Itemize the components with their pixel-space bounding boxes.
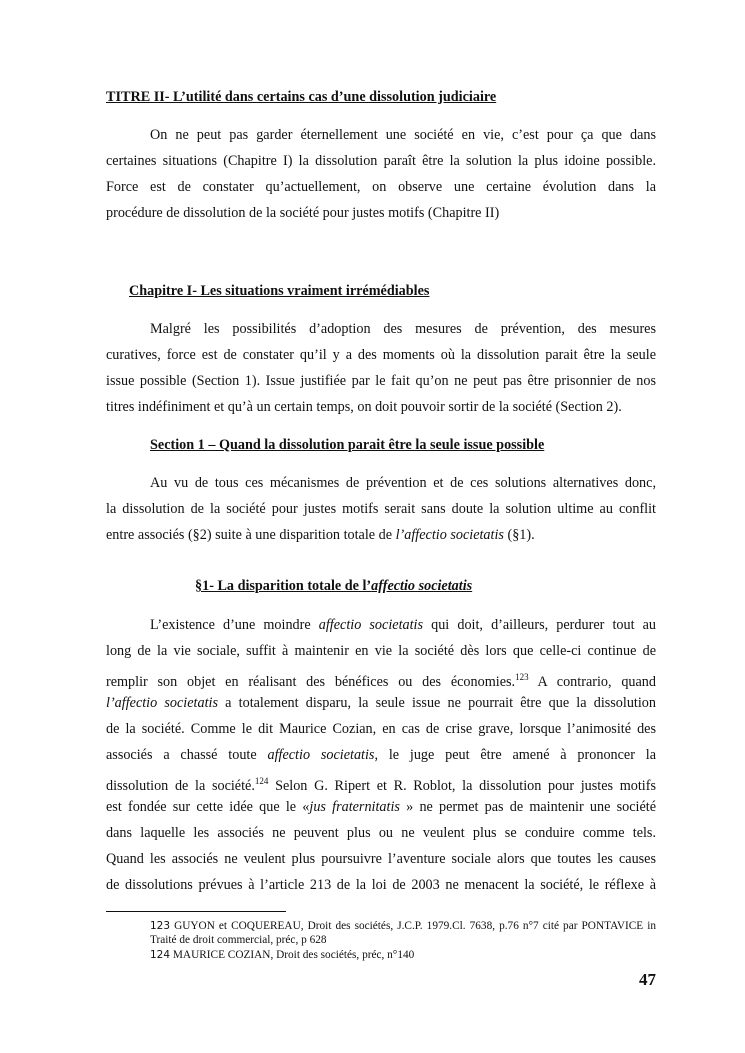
section-heading: Section 1 – Quand la dissolution parait être la seule issue possible <box>150 437 545 453</box>
footnote-text: MAURICE COZIAN, Droit des sociétés, préc, n°140 <box>170 949 415 961</box>
chapitre-line-4: titres indéfiniment et qu’à un certain temps, on doit pouvoir sortir de la société (Section 2). <box>106 399 622 415</box>
body-line-6: associés a chassé toute affectio societatis, le juge peut être amené à prononcer la <box>106 747 657 763</box>
paragraphe-heading: §1- La disparition totale de l’affectio societatis <box>195 578 473 594</box>
intro-paragraph <box>106 122 656 226</box>
footnote-number: 123 <box>150 920 171 932</box>
body-paragraph <box>106 612 656 898</box>
intro-line-2: certaines situations (Chapitre I) la dissolution paraît être la solution la plus idoine possible. <box>106 153 656 169</box>
section-line-3: entre associés (§2) suite à une disparition totale de l’affectio societatis (§1). <box>106 527 535 543</box>
section-line-2: la dissolution de la société pour justes motifs serait sans doute la solution ultime au conflit <box>106 501 656 517</box>
footnote-text: GUYON et COQUEREAU, Droit des sociétés, J.C.P. 1979.Cl. 7638, p.76 n°7 cité par PONTAVICE in Traité de droit commercial, préc, p 628 <box>150 920 656 946</box>
intro-line-3: Force est de constater qu’actuellement, on observe une certaine évolution dans la <box>106 179 656 195</box>
footnote-separator <box>106 911 286 912</box>
body-line-2: long de la vie sociale, suffit à maintenir en vie la société dès lors que celle-ci continue de <box>106 643 656 659</box>
intro-line-1: On ne peut pas garder éternellement une société en vie, c’est pour ça que dans <box>150 127 656 143</box>
footnote-123 <box>150 919 656 947</box>
body-line-3: remplir son objet en réalisant des bénéfices ou des économies.$^{123}$ A contrario, quand <box>106 672 656 690</box>
chapitre-line-1: Malgré les possibilités d’adoption des mesures de prévention, des mesures <box>150 321 656 337</box>
body-line-10: Quand les associés ne veulent plus poursuivre l’aventure sociale alors que toutes les causes <box>106 851 656 867</box>
footnote-ref-124[interactable]: 124 <box>254 776 269 786</box>
body-line-7: dissolution de la société.$^{124}$ Selon G. Ripert et R. Roblot, la dissolution pour justes motifs <box>106 776 656 794</box>
body-line-11: de dissolutions prévues à l’article 213 de la loi de 2003 ne menacent la société, le réflexe à <box>106 877 656 893</box>
body-line-8: est fondée sur cette idée que le «jus fraternitatis » ne permet pas de maintenir une société <box>106 799 657 815</box>
body-line-5: de la société. Comme le dit Maurice Cozian, en cas de crise grave, lorsque l’animosité des <box>106 721 656 737</box>
body-line-9: dans laquelle les associés ne peuvent plus ou ne veulent plus se conduire comme tels. <box>106 825 656 841</box>
chapitre-paragraph <box>106 316 656 420</box>
body-line-4: l’affectio societatis a totalement disparu, la seule issue ne pourrait être que la dissolution <box>106 695 656 711</box>
chapitre-line-2: curatives, force est de constater qu’il y a des moments où la dissolution parait être la seule <box>106 347 656 363</box>
page-number: 47 <box>639 970 656 989</box>
section-paragraph <box>106 470 656 548</box>
section-line-1: Au vu de tous ces mécanismes de prévention et de ces solutions alternatives donc, <box>150 475 656 491</box>
footnote-number: 124 <box>150 949 171 961</box>
titre-heading: TITRE II- L’utilité dans certains cas d’une dissolution judiciaire <box>106 89 497 105</box>
intro-line-4: procédure de dissolution de la société pour justes motifs (Chapitre II) <box>106 205 500 221</box>
footnote-124 <box>150 948 656 962</box>
chapitre-heading: Chapitre I- Les situations vraiment irrémédiables <box>129 283 430 299</box>
footnote-ref-123[interactable]: 123 <box>515 672 529 682</box>
chapitre-line-3: issue possible (Section 1). Issue justifiée par le fait qu’on ne peut pas être prisonnier de nos <box>106 373 656 389</box>
body-line-1: L’existence d’une moindre affectio societatis qui doit, d’ailleurs, perdurer tout au <box>150 617 657 633</box>
